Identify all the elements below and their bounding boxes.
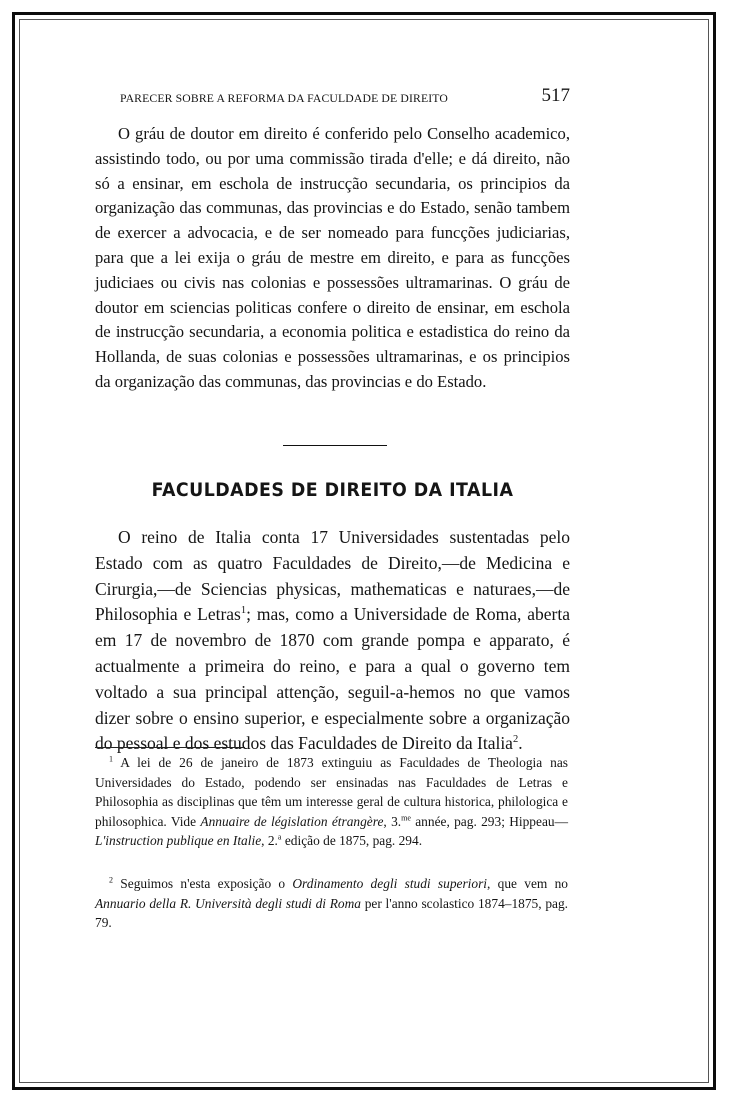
footnote-1-text: edição de 1875, pag. 294. bbox=[281, 833, 423, 849]
footnote-rule bbox=[95, 747, 245, 748]
footnote-2-text: per l'anno scolastico 1874–1875, pag. 79. bbox=[95, 895, 568, 931]
intro-paragraph: O gráu de doutor em direito é conferido pelo Conselho academico, assistindo todo, ou por uma commissão tirada d'elle; e dá direito, não só a ensinar, em eschola de instrucção secundaria, os principios da organização das communas, das provincias e do Estado, senão tambem de exercer a advocacia, e de ser nomeado para funcções judiciarias, para que a lei exija o gráu de mestre em direito, e para as funcções judiciaes ou civis nas colonias e possessões ultramarinas. O gráu de doutor em sciencias politicas confere o direito de ensinar, em eschola de instrucção secundaria, a economia politica e estadistica do reino da Hollanda, de suas colonias e possessões ultramarinas, e os principios da organização das communas, das provincias e do Estado. bbox=[95, 124, 570, 391]
footnote-1-marker: 1 bbox=[109, 754, 114, 764]
footnote-2-title-ordinamento: Ordinamento degli studi superiori bbox=[292, 876, 488, 891]
page-number: 517 bbox=[541, 85, 570, 106]
section-title: FACULDADES DE DIREITO DA ITALIA bbox=[151, 480, 514, 501]
footnote-1-text: , 3. bbox=[383, 813, 402, 829]
section-paragraph-part2: ; mas, como a Universidade de Roma, aberta em 17 de novembro de 1870 com grande pompa e apparato, é actualmente a primeira do reino, e para a qual o governo tem voltado a sua principal attenção, seguil-a-hemos no que vamos dizer sobre o ensino superior, e especialmente sobre a organização do pessoal e dos estudos das Faculdades de Direito da Italia bbox=[95, 604, 571, 754]
section-paragraph-part1: O reino de Italia conta 17 Universidades sustentadas pelo Estado com as quatro Faculdades de Direito,—de Medicina e Cirurgia,—de Sciencias physicas, mathematicas e naturaes,—de Philosophia e Letras bbox=[95, 527, 570, 625]
footnote-2-text: Seguimos n'esta exposição o bbox=[120, 876, 293, 891]
footnote-2-text: , que vem no bbox=[487, 876, 568, 891]
footnote-1-sup: a bbox=[277, 832, 282, 842]
footnote-1 bbox=[95, 753, 568, 851]
footnote-2-marker: 2 bbox=[109, 875, 114, 885]
footnote-1-sup: me bbox=[401, 813, 411, 823]
footnote-ref-1: 1 bbox=[240, 605, 247, 617]
section-paragraph bbox=[95, 525, 570, 757]
footnote-1-text: A lei de 26 de janeiro de 1873 extinguiu as Faculdades de Theologia nas Universidades do Estado, podendo ser ensinadas nas Faculdades de Letras e Philosophia as disciplinas que têm um interesse geral de cultura historica, philologica e philosophica. Vide bbox=[95, 755, 569, 829]
section-paragraph-end: . bbox=[518, 733, 523, 754]
footnote-1-text: année, pag. 293; Hippeau— bbox=[410, 813, 568, 829]
footnote-1-title-instruction: L'instruction publique en Italie bbox=[95, 833, 262, 849]
footnote-1-text: , 2. bbox=[261, 833, 278, 849]
footnote-ref-2: 2 bbox=[512, 734, 519, 746]
running-head bbox=[120, 86, 570, 110]
running-title: PARECER SOBRE A REFORMA DA FACULDADE DE DIREITO bbox=[120, 92, 448, 105]
footnote-2-title-annuario: Annuario della R. Università degli studi di Roma bbox=[95, 895, 361, 911]
footnote-2 bbox=[95, 874, 568, 933]
footnote-1-title-annuaire: Annuaire de législation étrangère bbox=[200, 813, 384, 829]
section-divider bbox=[283, 445, 387, 446]
